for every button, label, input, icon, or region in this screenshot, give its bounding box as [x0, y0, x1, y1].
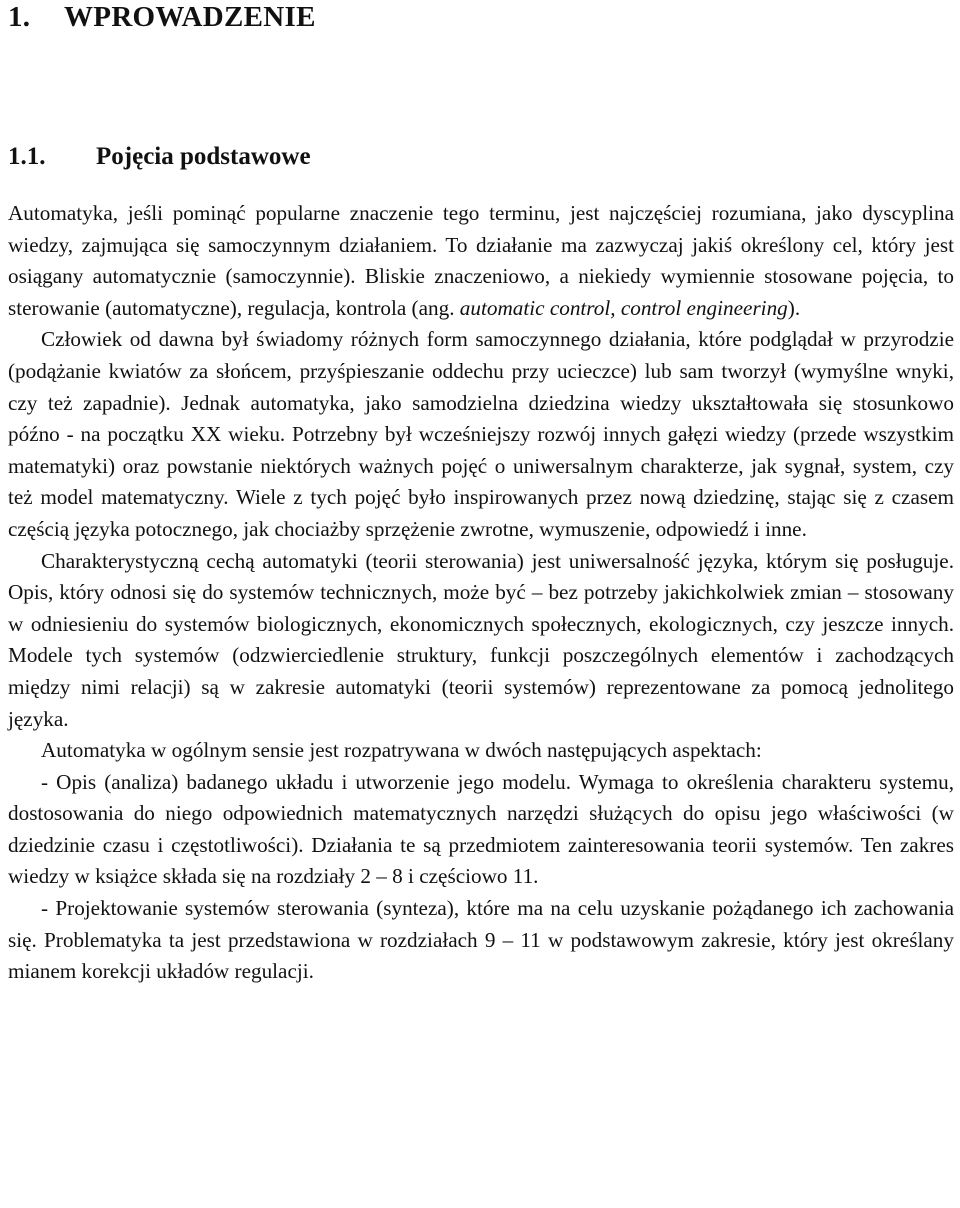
- list-item-synthesis: - Projektowanie systemów sterowania (synteza), które ma na celu uzyskanie pożądanego ich zachowania się. Problematyka ta jest przedstawiona w rozdziałach 9 – 11 w podstawowym zakresie, który jest określany mianem korekcji układów regulacji.: [8, 896, 954, 984]
- chapter-title: WPROWADZENIE: [64, 1, 316, 33]
- section-title: Pojęcia podstawowe: [96, 143, 311, 170]
- paragraph-4: Automatyka w ogólnym sensie jest rozpatrywana w dwóch następujących aspektach:: [41, 738, 762, 763]
- chapter-number: 1.: [8, 1, 31, 33]
- section-heading: [8, 142, 954, 190]
- english-terms: automatic control, control engineering: [459, 295, 788, 320]
- paragraph-3: Charakterystyczną cechą automatyki (teorii sterowania) jest uniwersalność języka, którym się posługuje. Opis, który odnosi się do systemów technicznych, może być – bez potrzeby jakichkolwiek zmian – stosowany w odniesieniu do systemów biologicznych, ekonomicznych społecznych, ekologicznych, czy jeszcze innych. Modele tych systemów (odzwierciedlenie struktury, funkcji poszczególnych elementów i zachodzących między nimi relacji) są w zakresie automatyki (teorii systemów) reprezentowane za pomocą jednolitego języka.: [8, 548, 954, 731]
- list-item-analysis: - Opis (analiza) badanego układu i utworzenie jego modelu. Wymaga to określenia charakteru systemu, dostosowania do niego odpowiednich matematycznych narzędzi służących do opisu jego właściwości (w dziedzinie czasu i częstotliwości). Działania te są przedmiotem zainteresowania teorii systemów. Ten zakres wiedzy w książce składa się na rozdziały 2 – 8 i częściowo 11.: [8, 769, 954, 889]
- section-number: 1.1.: [8, 143, 46, 170]
- body-text: [8, 198, 954, 988]
- paragraph-1-text: Automatyka, jeśli pominąć popularne znaczenie tego terminu, jest najczęściej rozumiana, jako dyscyplina wiedzy, zajmująca się samoczynnym działaniem. To działanie ma zazwyczaj jakiś określony cel, który jest osiągany automatycznie (samoczynnie). Bliskie znaczeniowo, a niekiedy wymiennie stosowane pojęcia, to sterowanie (automatyczne), regulacja, kontrola (ang.: [8, 201, 954, 320]
- paragraph-2: Człowiek od dawna był świadomy różnych form samoczynnego działania, które podglądał w przyrodzie (podążanie kwiatów za słońcem, przyśpieszanie oddechu przy ucieczce) lub sam tworzył (wymyślne wnyki, czy też zapadnie). Jednak automatyka, jako samodzielna dziedzina wiedzy ukształtowała się stosunkowo późno - na początku XX wieku. Potrzebny był wcześniejszy rozwój innych gałęzi wiedzy (przede wszystkim matematyki) oraz powstanie niektórych ważnych pojęć o uniwersalnym charakterze, jak sygnał, system, czy też model matematyczny. Wiele z tych pojęć było inspirowanych przez nową dziedzinę, stając się z czasem częścią języka potocznego, jak chociażby sprzężenie zwrotne, wymuszenie, odpowiedź i inne.: [8, 327, 954, 541]
- chapter-heading: [8, 0, 954, 58]
- paragraph-1-end: ).: [787, 295, 801, 320]
- paragraph-1: [8, 198, 954, 324]
- document-page: [8, 0, 954, 988]
